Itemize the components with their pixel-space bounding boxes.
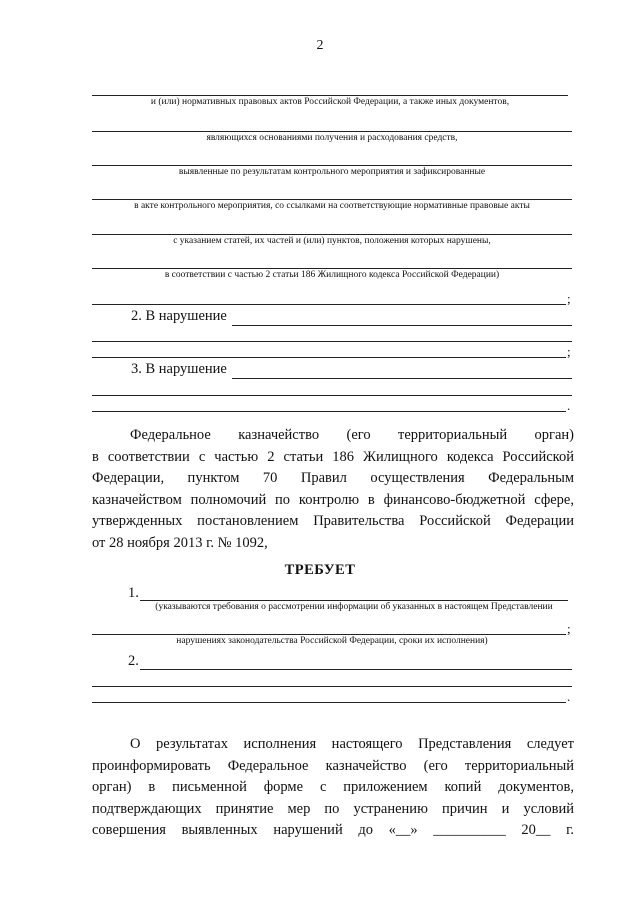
fill-line[interactable] xyxy=(92,165,572,166)
paragraph-line: в соответствии с частью 2 статьи 186 Жилищного кодекса Российской xyxy=(92,448,574,465)
fill-line[interactable] xyxy=(92,131,572,132)
caption: выявленные по результатам контрольного мероприятия и зафиксированные xyxy=(178,167,486,177)
caption: нарушениях законодательства Российской Федерации, сроки их исполнения) xyxy=(176,636,488,646)
paragraph-line: Федерации, пунктом 70 Правил осуществления Федеральным xyxy=(92,470,574,486)
fill-line[interactable] xyxy=(92,634,566,635)
violation-3-label: 3. В нарушение xyxy=(131,361,227,377)
paragraph-line: от 28 ноября 2013 г. № 1092, xyxy=(92,534,268,551)
paragraph-line: подтверждающих принятие мер по устранению причин и условий xyxy=(92,800,574,817)
fill-line[interactable] xyxy=(92,702,566,703)
main-paragraph xyxy=(92,425,574,554)
demand-2-number: 2. xyxy=(128,653,139,669)
violation-2-label: 2. В нарушение xyxy=(131,308,227,324)
period: . xyxy=(567,398,571,413)
paragraph-line: орган) в письменной форме с приложением копий документов, xyxy=(92,779,574,795)
fill-line[interactable] xyxy=(232,325,572,326)
demands-title: ТРЕБУЕТ xyxy=(284,562,356,578)
fill-line[interactable] xyxy=(92,686,572,687)
fill-line[interactable] xyxy=(140,669,572,670)
fill-line[interactable] xyxy=(92,357,566,358)
paragraph-line: проинформировать Федеральное казначейство (его территориальный xyxy=(92,757,574,774)
semicolon: ; xyxy=(567,291,571,306)
fill-line[interactable] xyxy=(92,95,568,96)
fill-line[interactable] xyxy=(92,304,566,305)
final-paragraph xyxy=(92,734,574,842)
fill-line[interactable] xyxy=(140,600,568,601)
paragraph-line: совершения выявленных нарушений до «__» __________ 20__ г. xyxy=(92,822,574,838)
caption: и (или) нормативных правовых актов Российской Федерации, а также иных документов, xyxy=(150,97,510,107)
semicolon: ; xyxy=(567,621,571,636)
caption: с указанием статей, их частей и (или) пунктов, положения которых нарушены, xyxy=(173,236,491,246)
fill-line[interactable] xyxy=(92,411,566,412)
period: . xyxy=(567,689,571,704)
demand-1-number: 1. xyxy=(128,585,139,601)
paragraph-line: утвержденных постановлением Правительства Российской Федерации xyxy=(92,513,574,529)
paragraph-line: казначейством полномочий по контролю в финансово-бюджетной сфере, xyxy=(92,491,574,508)
fill-line[interactable] xyxy=(92,268,572,269)
caption: (указываются требования о рассмотрении информации об указанных в настоящем Представлении xyxy=(155,602,553,612)
caption: в акте контрольного мероприятия, со ссылками на соответствующие нормативные правовые акты xyxy=(134,201,530,211)
fill-line[interactable] xyxy=(92,341,572,342)
semicolon: ; xyxy=(567,344,571,359)
page-number: 2 xyxy=(316,38,324,53)
paragraph-line: О результатах исполнения настоящего Представления следует xyxy=(130,736,574,752)
fill-line[interactable] xyxy=(92,234,572,235)
paragraph-line: Федеральное казначейство (его территориальный орган) xyxy=(130,427,574,443)
caption: в соответствии с частью 2 статьи 186 Жилищного кодекса Российской Федерации) xyxy=(164,270,500,280)
fill-line[interactable] xyxy=(92,395,572,396)
fill-line[interactable] xyxy=(92,199,572,200)
fill-line[interactable] xyxy=(232,378,572,379)
caption: являющихся основаниями получения и расходования средств, xyxy=(206,133,458,143)
